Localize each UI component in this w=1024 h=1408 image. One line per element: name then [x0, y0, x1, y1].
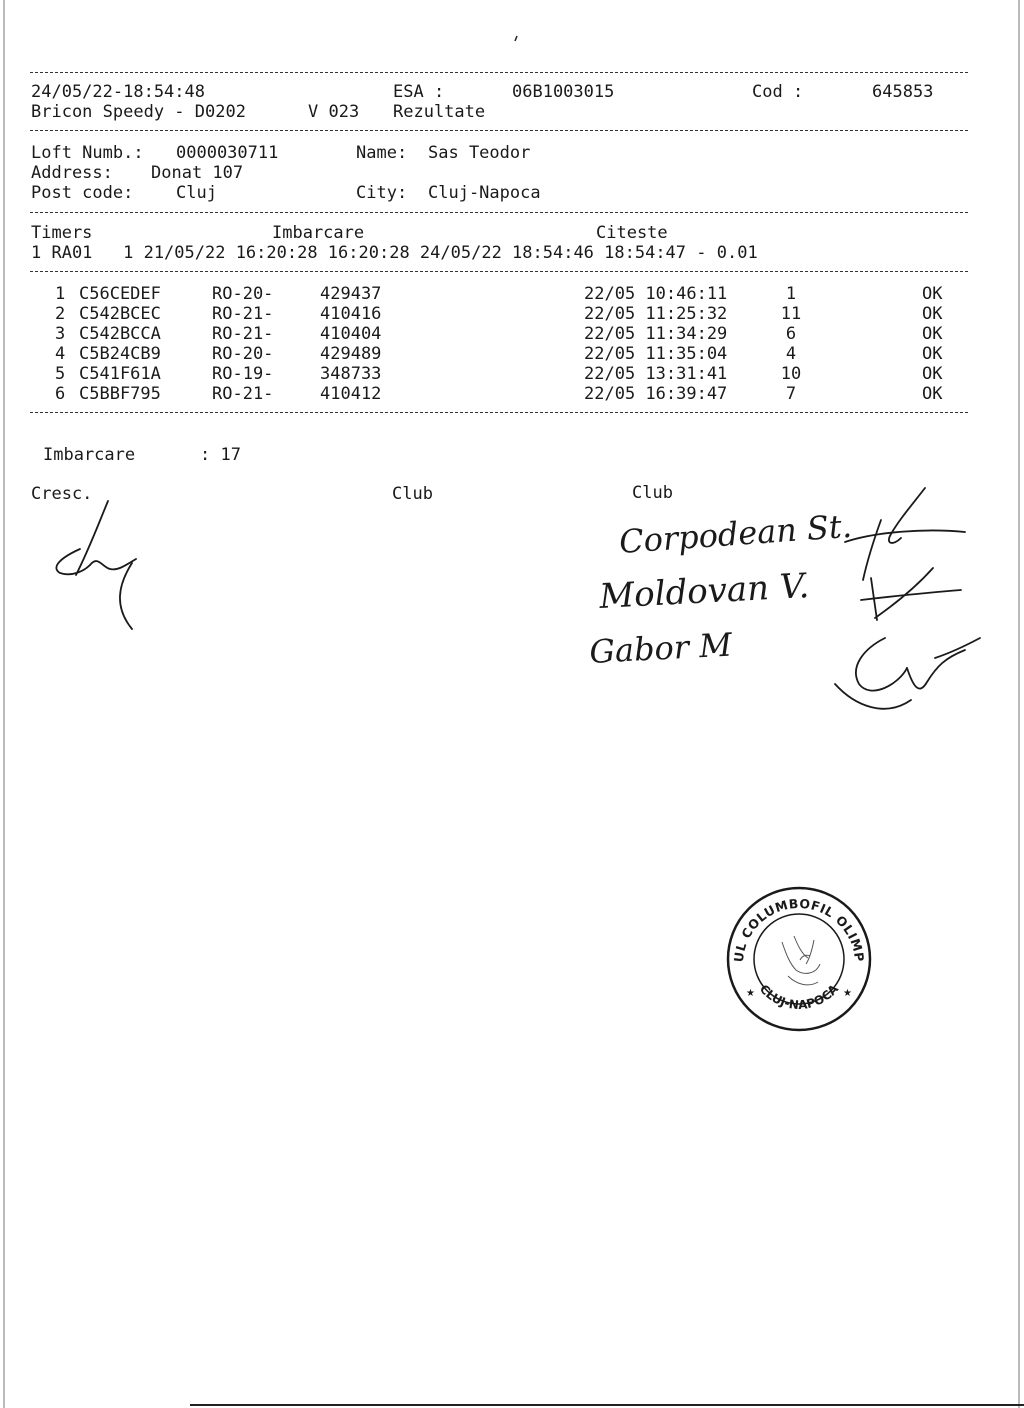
- address-value: Donat 107: [151, 163, 244, 183]
- ring-prefix: RO-21-: [212, 384, 274, 404]
- position: 11: [780, 304, 802, 324]
- divider-timers: [30, 271, 968, 272]
- postcode-label: Post code:: [31, 183, 134, 203]
- imbarcare-total-value: : 17: [200, 445, 241, 465]
- ring-number: 348733: [320, 364, 382, 384]
- cod-label: Cod :: [752, 82, 804, 102]
- chip-id: C56CEDEF: [79, 284, 161, 304]
- club-member-signatures: [588, 506, 854, 703]
- esa-label: ESA :: [393, 82, 445, 102]
- city-value: Cluj-Napoca: [428, 183, 541, 203]
- arrival-time: 22/05 13:31:41: [584, 364, 728, 384]
- arrival-time: 22/05 10:46:11: [584, 284, 728, 304]
- club-member-2: Moldovan V.: [598, 566, 811, 617]
- imbarcare-header: Imbarcare: [272, 223, 365, 243]
- status: OK: [922, 304, 943, 324]
- arrival-time: 22/05 11:34:29: [584, 324, 728, 344]
- ring-prefix: RO-19-: [212, 364, 274, 384]
- row-number: 3: [55, 324, 66, 344]
- imbarcare-total-label: Imbarcare: [43, 445, 136, 465]
- city-label: City:: [356, 183, 408, 203]
- timers-header: Timers: [31, 223, 93, 243]
- chip-id: C5B24CB9: [79, 344, 161, 364]
- report-datetime: 24/05/22-18:54:48: [31, 82, 205, 102]
- row-number: 4: [55, 344, 66, 364]
- position: 10: [780, 364, 802, 384]
- position: 1: [785, 284, 797, 304]
- divider-header: [30, 130, 968, 131]
- cod-value: 645853: [872, 82, 934, 102]
- status: OK: [922, 344, 943, 364]
- arrival-time: 22/05 11:25:32: [584, 304, 728, 324]
- loft-number: 0000030711: [176, 143, 279, 163]
- scan-right-edge: [1018, 0, 1020, 1408]
- chip-id: C5BBF795: [79, 384, 161, 404]
- row-number: 5: [55, 364, 66, 384]
- bottom-rule: [190, 1404, 1024, 1406]
- breeder-signature: [40, 495, 150, 640]
- stamp-bottom-text: CLUJ-NAPOCA: [756, 981, 842, 1013]
- ring-prefix: RO-20-: [212, 284, 274, 304]
- divider-loft: [30, 212, 968, 213]
- loft-label: Loft Numb.:: [31, 143, 144, 163]
- address-label: Address:: [31, 163, 113, 183]
- status: OK: [922, 324, 943, 344]
- chip-id: C541F61A: [79, 364, 161, 384]
- position: 7: [785, 384, 797, 404]
- club-label-1: Club: [392, 484, 433, 504]
- scan-left-edge: [3, 0, 5, 1408]
- ring-number: 429489: [320, 344, 382, 364]
- club-label-2: Club: [632, 483, 673, 503]
- club-member-1: Corpodean St.: [617, 506, 854, 561]
- owner-name: Sas Teodor: [428, 143, 531, 163]
- stamp-top-text: CLUBUL COLUMBOFIL OLIMPIA 04: [718, 872, 868, 963]
- star-icon: ★: [746, 988, 755, 999]
- timer-row: 1 RA01 1 21/05/22 16:20:28 16:20:28 24/05/22 18:54:46 18:54:47 - 0.01: [31, 243, 758, 263]
- ring-number: 410412: [320, 384, 382, 404]
- arrival-time: 22/05 16:39:47: [584, 384, 728, 404]
- postcode-value: Cluj: [176, 183, 217, 203]
- status: OK: [922, 384, 943, 404]
- divider-top: [30, 72, 968, 73]
- svg-text:CLUJ-NAPOCA: [757, 981, 842, 1012]
- divider-results: [30, 412, 968, 413]
- row-number: 6: [55, 384, 66, 404]
- status: OK: [922, 284, 943, 304]
- club-member-3: Gabor M: [588, 625, 733, 671]
- club-stamp: [718, 872, 874, 1039]
- ring-number: 410416: [320, 304, 382, 324]
- row-number: 2: [55, 304, 66, 324]
- esa-value: 06B1003015: [512, 82, 615, 102]
- citeste-header: Citeste: [596, 223, 668, 243]
- status: OK: [922, 364, 943, 384]
- pigeon-icon: [782, 936, 820, 985]
- ring-number: 410404: [320, 324, 382, 344]
- ring-prefix: RO-21-: [212, 324, 274, 344]
- report-mode: Rezultate: [393, 102, 486, 122]
- ring-prefix: RO-21-: [212, 304, 274, 324]
- ring-number: 429437: [320, 284, 382, 304]
- name-label: Name:: [356, 143, 408, 163]
- star-icon: ★: [843, 988, 852, 999]
- position: 6: [785, 324, 797, 344]
- position: 4: [785, 344, 797, 364]
- device-name: Bricon Speedy - D0202: [31, 102, 246, 122]
- cresc-label: Cresc.: [31, 484, 93, 504]
- row-number: 1: [55, 284, 66, 304]
- device-version: V 023: [308, 102, 360, 122]
- scan-speck: [513, 28, 519, 48]
- chip-id: C542BCEC: [79, 304, 161, 324]
- ring-prefix: RO-20-: [212, 344, 274, 364]
- arrival-time: 22/05 11:35:04: [584, 344, 728, 364]
- chip-id: C542BCCA: [79, 324, 161, 344]
- club-initials: [815, 480, 985, 730]
